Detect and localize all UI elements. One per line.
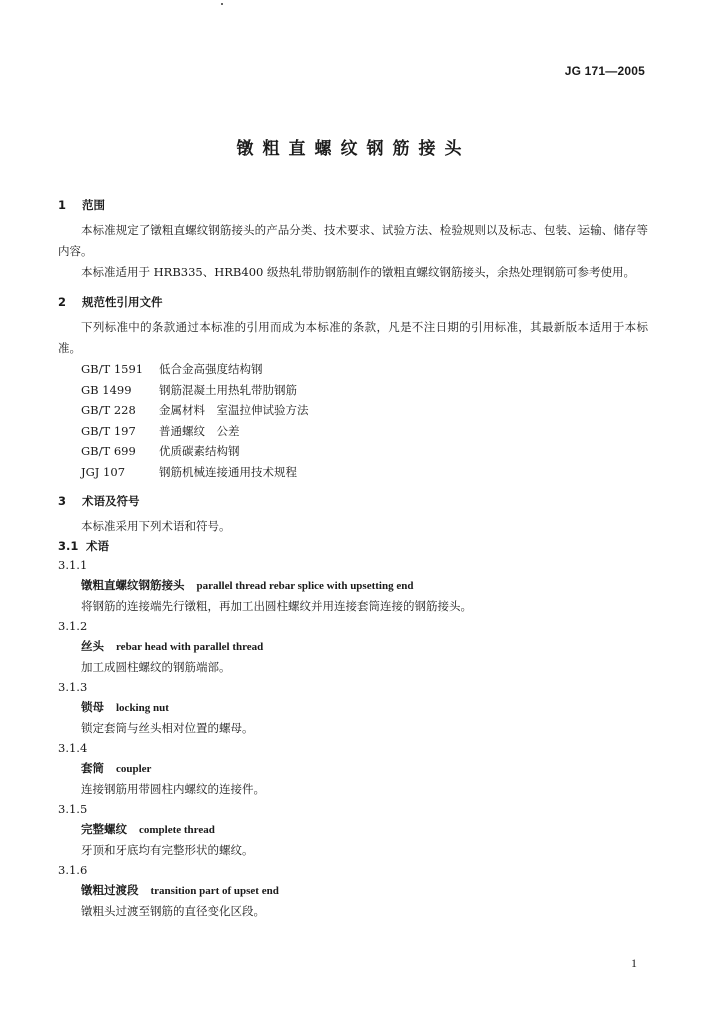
section-number: 2 [58, 295, 67, 309]
reference-item [81, 380, 648, 401]
term-clause-number: 3.1.2 [58, 619, 88, 633]
reference-code: GB/T 1591 [81, 362, 144, 376]
reference-code: GB 1499 [81, 382, 132, 397]
section-number: 1 [58, 198, 67, 212]
term-clause-number: 3.1.5 [58, 802, 88, 816]
reference-code: JGJ 107 [81, 464, 126, 479]
term-entry [58, 758, 648, 779]
paragraph: 本标准规定了镦粗直螺纹钢筋接头的产品分类、技术要求、试验方法、检验规则以及标志、包装、运输、储存等内容。 [58, 223, 648, 258]
term-definition: 锁定套筒与丝头相对位置的螺母。 [81, 721, 254, 735]
section-title: 规范性引用文件 [82, 295, 163, 309]
reference-name: 金属材料 室温拉伸试验方法 [159, 403, 309, 417]
term-entry [58, 636, 648, 657]
section-number: 3 [58, 494, 67, 508]
reference-name: 普通螺纹 公差 [159, 423, 240, 438]
reference-code: GB/T 228 [81, 403, 136, 417]
term-definition: 连接钢筋用带圆柱内螺纹的连接件。 [81, 782, 265, 796]
term-english: coupler [116, 763, 152, 775]
reference-code: GB/T 197 [81, 423, 136, 438]
scan-speck [221, 3, 223, 5]
reference-list [58, 359, 648, 482]
term-entry [58, 880, 648, 901]
document-body [58, 196, 648, 921]
term-english: complete thread [139, 824, 215, 836]
paragraph: 下列标准中的条款通过本标准的引用而成为本标准的条款，凡是不注日期的引用标准，其最新版本适用于本标准。 [58, 320, 648, 355]
term-clause-number: 3.1.6 [58, 863, 88, 877]
reference-code: GB/T 699 [81, 444, 136, 458]
term-clause-number: 3.1.4 [58, 741, 88, 755]
reference-item [81, 400, 648, 421]
paragraph: 本标准适用于 HRB335、HRB400 级热轧带肋钢筋制作的镦粗直螺纹钢筋接头，余热处理钢筋可参考使用。 [81, 265, 635, 279]
term-definition: 将钢筋的连接端先行镦粗，再加工出圆柱螺纹并用连接套筒连接的钢筋接头。 [81, 599, 472, 613]
term-definition: 加工成圆柱螺纹的钢筋端部。 [81, 660, 231, 674]
term-definition: 镦粗头过渡至钢筋的直径变化区段。 [81, 904, 265, 918]
reference-name: 优质碳素结构钢 [159, 444, 240, 458]
term-definition: 牙顶和牙底均有完整形状的螺纹。 [81, 843, 254, 857]
section-title: 术语及符号 [82, 494, 140, 508]
term-english: transition part of upset end [150, 885, 279, 897]
subsection-number: 3.1 [58, 539, 79, 553]
subsection-heading [58, 537, 648, 555]
document-title: 镦粗直螺纹钢筋接头 [236, 139, 471, 159]
term-english: parallel thread rebar splice with upsetting end [196, 580, 414, 592]
reference-name: 低合金高强度结构钢 [159, 362, 263, 376]
paragraph: 本标准采用下列术语和符号。 [81, 519, 231, 533]
reference-item [81, 359, 648, 380]
term-chinese: 镦粗直螺纹钢筋接头 [81, 578, 185, 592]
term-chinese: 镦粗过渡段 [81, 883, 139, 897]
term-chinese: 完整螺纹 [81, 822, 127, 836]
reference-name: 钢筋混凝土用热轧带肋钢筋 [159, 382, 297, 397]
standard-code: JG 171—2005 [564, 64, 645, 78]
term-chinese: 锁母 [81, 700, 104, 714]
page-number: 1 [631, 956, 637, 970]
term-english: rebar head with parallel thread [116, 641, 264, 653]
reference-name: 钢筋机械连接通用技术规程 [159, 464, 297, 479]
section-heading [58, 196, 648, 214]
subsection-title: 术语 [86, 539, 109, 553]
section-heading [58, 492, 648, 510]
term-entry [58, 697, 648, 718]
term-entry [58, 819, 648, 840]
term-clause-number: 3.1.1 [58, 558, 88, 572]
term-chinese: 丝头 [81, 639, 104, 653]
reference-item [81, 441, 648, 462]
reference-item [81, 462, 648, 483]
term-clause-number: 3.1.3 [58, 680, 88, 694]
reference-item [81, 421, 648, 442]
section-title: 范围 [82, 198, 105, 212]
term-english: locking nut [116, 702, 169, 714]
section-heading [58, 293, 648, 311]
term-chinese: 套筒 [81, 761, 104, 775]
term-entry [58, 575, 648, 596]
